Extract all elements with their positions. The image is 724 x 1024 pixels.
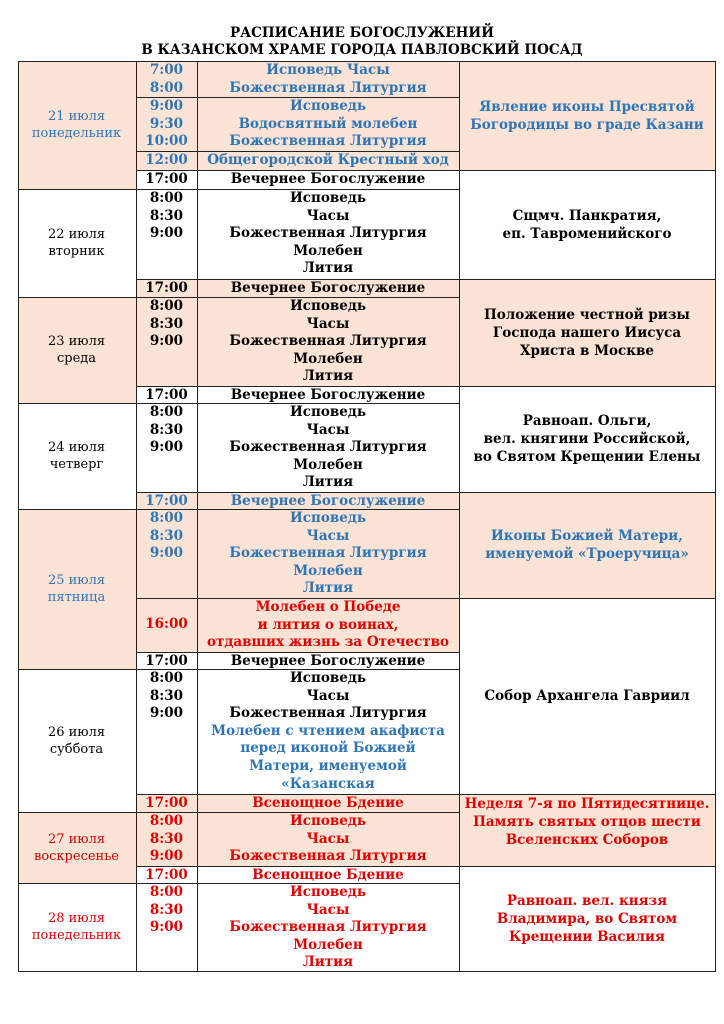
feast-text: Крещении Василия [508,928,665,945]
service-name: Вечернее Богослужение [230,493,426,509]
time-cell [136,387,197,405]
table-border [459,794,716,795]
service-cell [197,599,459,652]
table-border [18,669,137,670]
table-border [136,170,460,171]
feast-cell [459,98,715,134]
table-border [136,97,460,98]
time-cell [136,510,197,563]
service-cell [197,404,459,492]
service-name: Исповедь [290,510,366,526]
day-cell [18,910,135,944]
time-cell [136,795,197,813]
service-cell [197,653,459,671]
table-border [18,812,137,813]
table-border [18,189,137,190]
service-cell [197,813,459,866]
service-time: 8:00 [149,813,184,829]
service-name: Исповедь [290,404,366,420]
service-time: 9:00 [149,848,184,865]
table-border [197,61,198,972]
service-name: Вечернее Богослужение [230,280,426,296]
table-border [459,61,460,972]
feast-text: Богородицы во граде Казани [470,116,704,133]
table-border [136,669,460,670]
service-name: Божественная Литургия [229,919,427,936]
service-time: 8:00 [149,670,184,686]
time-cell [136,884,197,937]
service-time: 9:00 [149,439,184,456]
feast-text: Собор Архангела Гавриил [484,688,690,704]
service-time: 8:30 [149,207,184,224]
service-name: Божественная Литургия [229,333,427,350]
day-date: 23 июля [47,334,106,349]
time-cell [136,62,197,97]
table-border [18,403,137,404]
day-cell [18,333,135,367]
day-date: 26 июля [47,724,106,740]
day-date: 22 июля [47,227,106,242]
feast-text: еп. Тавроменийского [502,225,672,242]
service-cell [197,152,459,170]
service-name: Божественная Литургия [229,439,427,456]
time-cell [136,171,197,189]
service-cell [197,493,459,511]
day-date: 24 июля [47,440,106,455]
day-date: 25 июля [47,573,106,588]
day-date: 21 июля [47,109,106,124]
service-cell [197,280,459,298]
service-name: Божественная Литургия [229,545,427,562]
feast-text: вел. княгини Российской, [483,431,691,447]
feast-text: во Святом Крещении Елены [473,449,701,465]
service-time: 8:00 [149,190,184,206]
table-border [459,279,716,280]
service-name: Часы [306,421,350,438]
table-border [136,151,460,152]
service-name: Вечернее Богослужение [230,171,426,187]
time-cell [136,404,197,457]
service-name: Матери, именуемой [249,757,407,774]
service-time: 8:30 [149,830,184,847]
service-time: 8:30 [149,901,184,918]
feast-text: Равноап. Ольги, [522,413,652,429]
table-border [459,61,716,62]
feast-text: Иконы Божией Матери, [491,528,683,544]
feast-text: именуемой «Троеручица» [485,546,689,562]
table-border [459,492,716,493]
service-cell [197,387,459,405]
service-name: Исповедь [290,190,366,206]
service-time: 17:00 [145,387,188,403]
service-name: Исповедь Часы [266,62,390,78]
service-name: Лития [302,580,354,597]
service-cell [197,670,459,793]
day-weekday: воскресенье [34,848,119,864]
day-weekday: вторник [48,244,105,259]
day-weekday: понедельник [31,928,122,943]
service-name: Вечернее Богослужение [230,387,426,403]
service-name: «Казанская [281,775,375,792]
feast-text: Неделя 7-я по Пятидесятнице. [464,796,710,812]
service-cell [197,884,459,972]
time-cell [136,298,197,351]
service-time: 9:00 [149,705,184,722]
table-border [136,794,460,795]
title-line-2: В КАЗАНСКОМ ХРАМЕ ГОРОДА ПАВЛОВСКИЙ ПОСАД [141,42,583,58]
service-time: 16:00 [145,616,188,633]
day-date: 27 июля [47,831,106,847]
table-border [136,866,460,867]
service-time: 7:00 [149,62,184,78]
time-cell [136,670,197,723]
service-time: 17:00 [145,653,188,669]
service-cell [197,62,459,97]
feast-text: Владимира, во Святом [496,910,678,927]
table-border [136,297,460,298]
service-time: 9:00 [149,919,184,936]
service-time: 8:30 [149,315,184,332]
service-name: Лития [302,954,354,971]
table-border [136,386,460,387]
service-name: Исповедь [290,98,366,114]
service-name: Часы [306,527,350,544]
feast-cell [459,207,715,243]
table-border [18,883,137,884]
service-time: 8:00 [149,404,184,420]
service-time: 8:00 [149,298,184,314]
table-border [136,61,137,972]
time-cell [136,813,197,866]
table-border [136,598,460,599]
feast-text: Сщмч. Панкратия, [512,207,662,224]
service-name: Часы [306,830,350,847]
time-cell [136,98,197,151]
time-cell [136,653,197,671]
feast-text: Христа в Москве [520,342,654,359]
service-time: 9:00 [149,333,184,350]
feast-cell [459,687,715,705]
service-cell [197,867,459,885]
service-name: Божественная Литургия [229,79,427,96]
table-border [136,279,460,280]
service-name: Молебен о Победе [255,599,401,615]
feast-cell [459,527,715,563]
table-border [18,61,19,972]
service-name: Всенощное Бдение [252,795,404,811]
service-name: Молебен [293,562,363,579]
day-cell [18,831,135,865]
table-border [136,812,460,813]
service-time: 17:00 [145,493,188,509]
service-name: Лития [302,260,354,277]
service-name: Водосвятный молебен [238,115,418,132]
table-border [136,492,460,493]
feast-text: Явление иконы Пресвятой [479,98,695,115]
service-name: Божественная Литургия [229,225,427,242]
service-time: 8:00 [149,510,184,526]
service-time: 8:30 [149,421,184,438]
service-time: 17:00 [145,171,188,187]
service-name: Часы [306,315,350,332]
service-cell [197,510,459,598]
service-cell [197,795,459,813]
table-border [459,866,716,867]
service-name: Исповедь [290,884,366,900]
service-name: Исповедь [290,813,366,829]
feast-cell [459,306,715,360]
table-border [18,61,137,62]
title-line-1: РАСПИСАНИЕ БОГОСЛУЖЕНИЙ [230,25,494,41]
service-time: 17:00 [145,795,188,811]
service-name: Часы [306,901,350,918]
day-cell [18,724,135,758]
time-cell [136,152,197,170]
table-border [136,189,460,190]
feast-text: Память святых отцов шести [473,814,701,830]
service-name: Часы [306,687,350,704]
day-cell [18,572,135,606]
day-weekday: среда [56,351,97,366]
feast-text: Положение честной ризы [484,306,690,323]
service-time: 9:00 [149,545,184,562]
time-cell [136,190,197,243]
table-border [459,170,716,171]
service-name: Молебен [293,242,363,259]
time-cell [136,867,197,885]
table-border [136,652,460,653]
table-border [459,598,716,599]
table-border [715,61,716,972]
feast-cell [459,795,715,849]
service-name: Всенощное Бдение [252,867,404,883]
service-time: 9:30 [149,115,184,132]
service-name: и лития о воинах, [257,616,399,633]
table-border [136,883,460,884]
service-name: Молебен [293,350,363,367]
service-time: 9:00 [149,225,184,242]
table-border [18,297,137,298]
service-time: 12:00 [145,152,188,168]
service-cell [197,171,459,189]
service-name: Исповедь [290,298,366,314]
day-date: 28 июля [47,911,106,926]
day-weekday: понедельник [31,126,122,141]
feast-cell [459,892,715,946]
service-name: Молебен [293,456,363,473]
table-border [136,61,460,62]
service-time: 9:00 [149,98,184,114]
feast-text: Равноап. вел. князя [506,892,668,909]
service-time: 10:00 [145,133,188,150]
service-time: 8:00 [149,884,184,900]
service-name: Божественная Литургия [229,133,427,150]
feast-cell [459,412,715,466]
day-cell [18,226,135,260]
service-name: Общегородской Крестный ход [207,152,449,168]
service-time: 8:30 [149,687,184,704]
day-cell [18,439,135,473]
time-cell [136,616,197,634]
service-name: Молебен с чтением акафиста [211,722,445,739]
service-cell [197,298,459,386]
day-weekday: пятница [47,590,106,605]
time-cell [136,280,197,298]
service-name: Вечернее Богослужение [230,653,426,669]
service-name: Лития [302,474,354,491]
day-weekday: суббота [49,741,104,757]
service-time: 17:00 [145,867,188,883]
table-border [459,386,716,387]
day-cell [18,108,135,142]
feast-text: Господа нашего Иисуса [492,324,682,341]
day-weekday: четверг [49,457,104,472]
service-name: Исповедь [290,670,366,686]
service-cell [197,98,459,151]
service-name: перед иконой Божией [240,740,416,757]
service-name: Божественная Литургия [229,705,427,722]
service-name: Часы [306,207,350,224]
service-name: отдавших жизнь за Отечество [207,634,449,651]
service-time: 8:30 [149,527,184,544]
feast-text: Вселенских Соборов [505,832,669,848]
table-border [136,509,460,510]
table-border [18,509,137,510]
service-name: Молебен [293,936,363,953]
service-name: Божественная Литургия [229,848,427,865]
table-border [18,971,716,972]
table-border [136,403,460,404]
service-time: 17:00 [145,280,188,296]
service-cell [197,190,459,278]
service-time: 8:00 [149,79,184,96]
time-cell [136,493,197,511]
service-name: Лития [302,368,354,385]
